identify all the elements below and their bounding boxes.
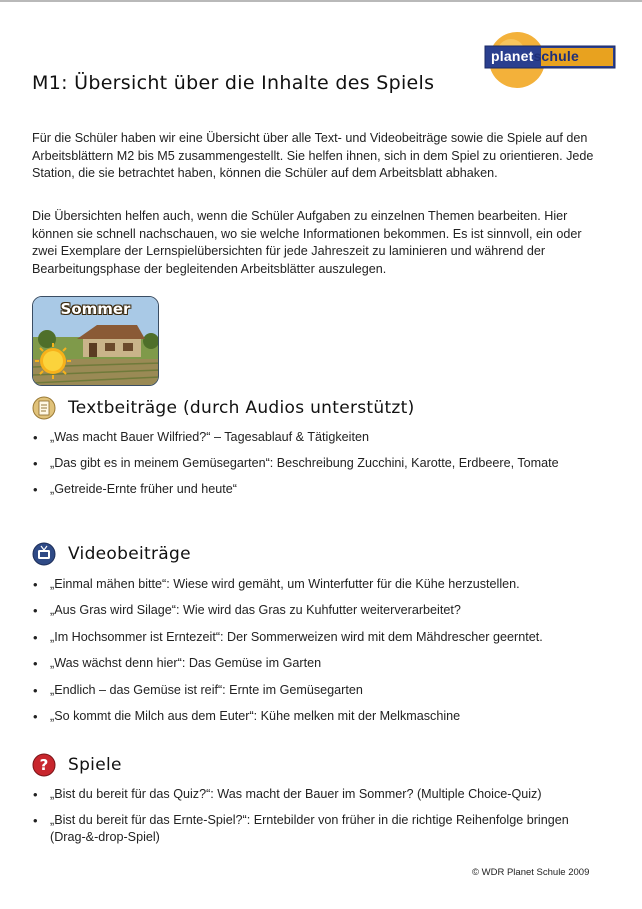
intro-paragraph-2: Die Übersichten helfen auch, wenn die Schüler Aufgaben zu einzelnen Themen bearbeiten. Hier können sie schnell nachschauen, wo sie welche Informationen bekommen. Es ist sinnvoll, ein oder zwei Exemplare der Lernspielübersichten für jede Jahreszeit zu laminieren und während der Bearbeitungsphase der begleitenden Arbeitsblätter auszulegen.: [32, 209, 582, 276]
logo-text: [491, 48, 579, 64]
section-games-title: Spiele: [68, 755, 122, 775]
page-title: M1: Übersicht über die Inhalte des Spiels: [32, 72, 435, 94]
list-item: • „Was macht Bauer Wilfried?“ – Tagesablauf & Tätigkeiten: [32, 429, 607, 446]
section-video-title: Videobeiträge: [68, 544, 191, 564]
intro-paragraph-1: Für die Schüler haben wir eine Übersicht über alle Text- und Videobeiträge sowie die Spiele auf den Arbeitsblättern M2 bis M5 zusammengestellt. Sie helfen ihnen, sich in dem Spiel zu orientieren. Jede Station, die sie betrachtet haben, können die Schüler auf dem Arbeitsblatt abhaken.: [32, 131, 594, 180]
logo-word-planet: planet: [491, 48, 534, 64]
document-icon: [32, 396, 56, 420]
season-label: Sommer: [60, 300, 131, 318]
section-games-header: [32, 753, 122, 777]
section-games-list: [32, 786, 607, 846]
question-icon: [32, 753, 56, 777]
section-video-header: [32, 542, 191, 566]
section-text-header: [32, 396, 415, 420]
list-item: • „Einmal mähen bitte“: Wiese wird gemäht, um Winterfutter für die Kühe herzustellen.: [32, 576, 607, 593]
section-text-list: [32, 429, 607, 498]
section-text-title: Textbeiträge (durch Audios unterstützt): [68, 398, 415, 418]
top-rule: [0, 0, 642, 2]
list-item: • „Endlich – das Gemüse ist reif“: Ernte im Gemüsegarten: [32, 682, 607, 699]
logo-word-schule: schule: [533, 48, 579, 64]
list-item: • „Das gibt es in meinem Gemüsegarten“: Beschreibung Zucchini, Karotte, Erdbeere, Tomate: [32, 455, 607, 472]
list-item: • „Aus Gras wird Silage“: Wie wird das Gras zu Kuhfutter weiterverarbeitet?: [32, 602, 607, 619]
tv-icon: [32, 542, 56, 566]
svg-text:?: ?: [39, 756, 49, 774]
list-item: • „So kommt die Milch aus dem Euter“: Kühe melken mit der Melkmaschine: [32, 708, 607, 725]
season-card-summer: [32, 296, 159, 386]
planet-schule-logo: [481, 30, 621, 90]
list-item: • „Im Hochsommer ist Erntezeit“: Der Sommerweizen wird mit dem Mähdrescher geerntet.: [32, 629, 607, 646]
list-item: • „Bist du bereit für das Quiz?“: Was macht der Bauer im Sommer? (Multiple Choice-Quiz): [32, 786, 607, 803]
list-item: • „Getreide-Ernte früher und heute“: [32, 481, 607, 498]
list-item: • „Bist du bereit für das Ernte-Spiel?“: Erntebilder von früher in die richtige Reihenfolge bringen (Drag-&-drop-Spiel): [32, 812, 607, 846]
copyright-footer: © WDR Planet Schule 2009: [472, 867, 590, 878]
list-item: • „Was wächst denn hier“: Das Gemüse im Garten: [32, 655, 607, 672]
section-video-list: [32, 576, 607, 725]
